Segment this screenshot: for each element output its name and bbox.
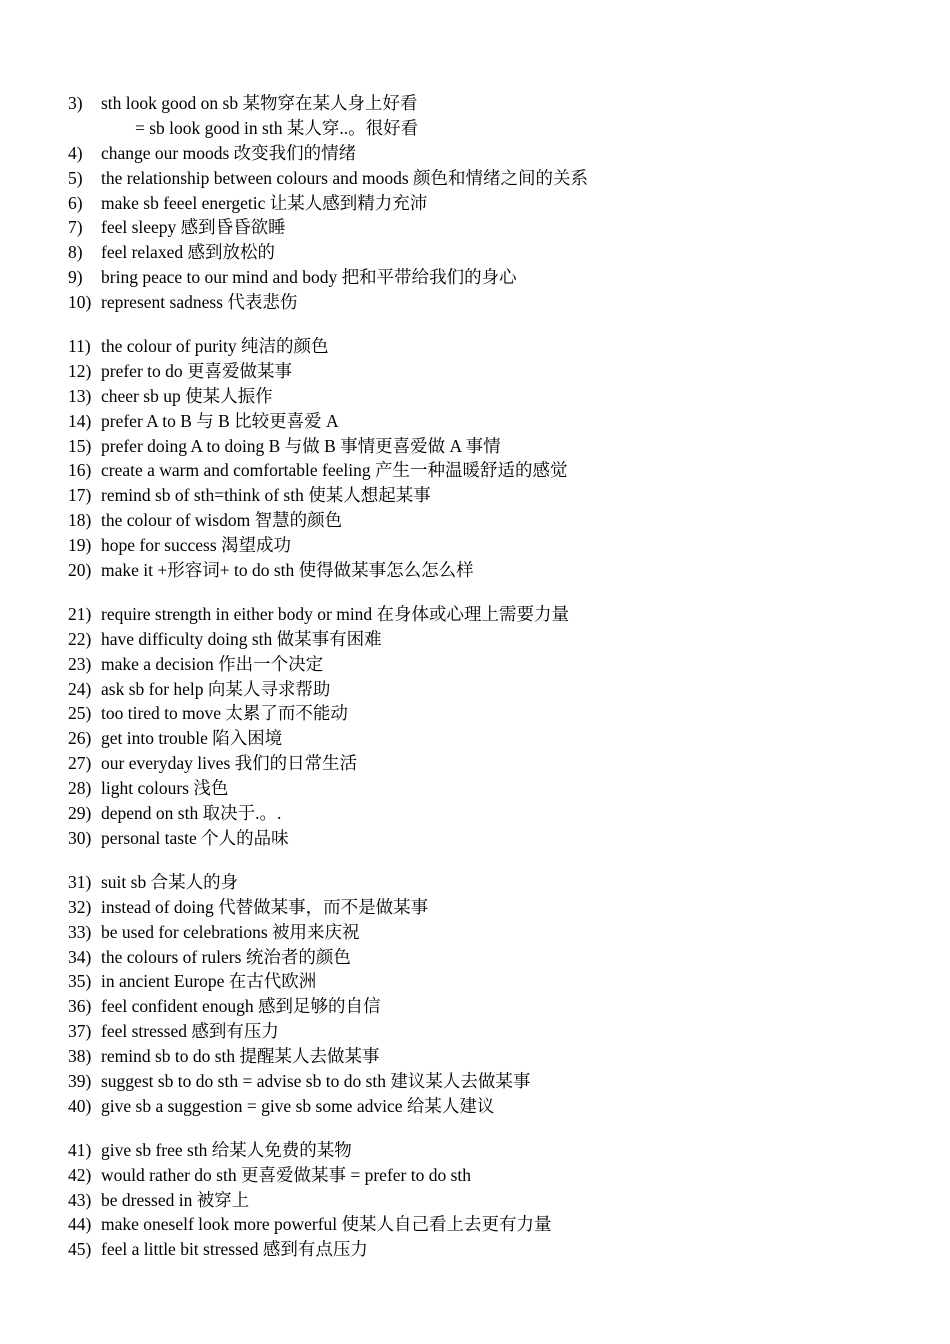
item-text: represent sadness 代表悲伤 (101, 292, 298, 313)
item-number: 39) (68, 1070, 92, 1091)
item-number: 7) (68, 217, 83, 238)
phrase-group (0, 334, 950, 583)
item-number: 6) (68, 192, 83, 213)
list-item (0, 726, 950, 751)
item-text: prefer to do 更喜爱做某事 (101, 360, 293, 381)
item-number: 18) (68, 510, 92, 531)
item-number: 34) (68, 946, 92, 967)
phrase-list (0, 91, 950, 1281)
list-item (0, 265, 950, 290)
item-number: 29) (68, 803, 92, 824)
list-item (0, 701, 950, 726)
item-text: be used for celebrations 被用来庆祝 (101, 921, 360, 942)
list-item (0, 141, 950, 166)
item-number: 17) (68, 485, 92, 506)
item-text: light colours 浅色 (101, 778, 229, 799)
item-number: 14) (68, 410, 92, 431)
item-number: 44) (68, 1214, 92, 1235)
item-text: personal taste 个人的品味 (101, 827, 289, 848)
item-text: make oneself look more powerful 使某人自己看上去更有力量 (101, 1214, 552, 1235)
item-number: 28) (68, 778, 92, 799)
item-number: 23) (68, 653, 92, 674)
item-number: 19) (68, 535, 92, 556)
item-text: change our moods 改变我们的情绪 (101, 142, 357, 163)
item-text: feel a little bit stressed 感到有点压力 (101, 1239, 368, 1260)
phrase-group (0, 1138, 950, 1262)
item-number: 3) (68, 93, 83, 113)
item-number: 42) (68, 1164, 92, 1185)
item-number: 10) (68, 292, 92, 313)
item-number: 35) (68, 971, 92, 992)
item-number: 30) (68, 827, 92, 848)
item-number: 27) (68, 753, 92, 774)
list-item (0, 870, 950, 895)
list-item (0, 166, 950, 191)
item-text: feel confident enough 感到足够的自信 (101, 996, 381, 1017)
item-number: 24) (68, 678, 92, 699)
list-item (0, 91, 950, 116)
item-number: 20) (68, 560, 92, 581)
item-text: prefer A to B 与 B 比较更喜爱 A (101, 410, 339, 431)
item-number: 43) (68, 1189, 92, 1210)
item-text: be dressed in 被穿上 (101, 1189, 250, 1210)
item-text: the colours of rulers 统治者的颜色 (101, 946, 351, 967)
item-number: 21) (68, 603, 92, 624)
item-number: 16) (68, 460, 92, 481)
item-number: 11) (68, 336, 91, 357)
item-text: suggest sb to do sth = advise sb to do sth 建议某人去做某事 (101, 1070, 531, 1091)
list-item (0, 508, 950, 533)
item-text: hope for success 渴望成功 (101, 535, 292, 556)
item-number: 33) (68, 921, 92, 942)
item-text: remind sb to do sth 提醒某人去做某事 (101, 1046, 380, 1067)
item-text: in ancient Europe 在古代欧洲 (101, 971, 317, 992)
list-item (0, 334, 950, 359)
item-text: too tired to move 太累了而不能动 (101, 703, 348, 724)
item-text: have difficulty doing sth 做某事有困难 (101, 628, 382, 649)
item-text: make a decision 作出一个决定 (101, 653, 324, 674)
item-number: 40) (68, 1095, 92, 1116)
item-number: 45) (68, 1239, 92, 1260)
list-item (0, 409, 950, 434)
item-text: make it +形容词+ to do sth 使得做某事怎么怎么样 (101, 560, 474, 581)
item-text: feel sleepy 感到昏昏欲睡 (101, 217, 286, 238)
list-item (0, 384, 950, 409)
list-item (0, 602, 950, 627)
item-number: 12) (68, 360, 92, 381)
list-item (0, 969, 950, 994)
list-item (0, 558, 950, 583)
item-number: 36) (68, 996, 92, 1017)
list-item (0, 533, 950, 558)
list-item (0, 1019, 950, 1044)
list-item (0, 240, 950, 265)
item-text: bring peace to our mind and body 把和平带给我们的身心 (101, 267, 517, 288)
list-item (0, 483, 950, 508)
list-item (0, 994, 950, 1019)
phrase-group (0, 602, 950, 851)
list-item (0, 1163, 950, 1188)
item-text: prefer doing A to doing B 与做 B 事情更喜爱做 A 事情 (101, 435, 501, 456)
item-number: 26) (68, 728, 92, 749)
list-item (0, 895, 950, 920)
item-number: 41) (68, 1139, 92, 1160)
list-item (0, 1094, 950, 1119)
item-text: depend on sth 取决于.。. (101, 803, 282, 824)
item-text: require strength in either body or mind 在身体或心理上需要力量 (101, 603, 570, 624)
item-text: feel stressed 感到有压力 (101, 1021, 279, 1042)
item-text: create a warm and comfortable feeling 产生一种温暖舒适的感觉 (101, 460, 568, 481)
list-item (0, 1212, 950, 1237)
list-item (0, 191, 950, 216)
item-text: the colour of purity 纯洁的颜色 (101, 336, 329, 357)
list-item (0, 1188, 950, 1213)
item-text: give sb a suggestion = give sb some advice 给某人建议 (101, 1095, 495, 1116)
item-text: instead of doing 代替做某事，而不是做某事 (101, 896, 429, 917)
list-item (0, 1069, 950, 1094)
list-item (0, 920, 950, 945)
list-item (0, 434, 950, 459)
item-number: 32) (68, 896, 92, 917)
item-text: give sb free sth 给某人免费的某物 (101, 1139, 352, 1160)
item-number: 4) (68, 142, 83, 163)
item-text: get into trouble 陷入困境 (101, 728, 283, 749)
item-text: our everyday lives 我们的日常生活 (101, 753, 358, 774)
list-item (0, 215, 950, 240)
phrase-group (0, 870, 950, 1119)
list-item (0, 945, 950, 970)
item-number: 25) (68, 703, 92, 724)
item-text: remind sb of sth=think of sth 使某人想起某事 (101, 485, 431, 506)
item-number: 13) (68, 385, 92, 406)
item-number: 38) (68, 1046, 92, 1067)
list-item (0, 1044, 950, 1069)
item-text: feel relaxed 感到放松的 (101, 242, 275, 263)
list-item (0, 1138, 950, 1163)
list-item (0, 677, 950, 702)
item-text: = sb look good in sth 某人穿..。很好看 (135, 117, 419, 138)
list-item-continuation (0, 116, 950, 141)
item-text: the colour of wisdom 智慧的颜色 (101, 510, 343, 531)
item-text: ask sb for help 向某人寻求帮助 (101, 678, 331, 699)
list-item (0, 1237, 950, 1262)
list-item (0, 627, 950, 652)
list-item (0, 751, 950, 776)
item-number: 37) (68, 1021, 92, 1042)
item-number: 9) (68, 267, 83, 288)
list-item (0, 826, 950, 851)
item-number: 15) (68, 435, 92, 456)
item-text: make sb feeel energetic 让某人感到精力充沛 (101, 192, 428, 213)
item-text: suit sb 合某人的身 (101, 871, 239, 892)
list-item (0, 290, 950, 315)
list-item (0, 359, 950, 384)
item-text: would rather do sth 更喜爱做某事 = prefer to do sth (101, 1164, 472, 1185)
item-text: the relationship between colours and moods 颜色和情绪之间的关系 (101, 167, 589, 188)
item-number: 8) (68, 242, 83, 263)
item-number: 22) (68, 628, 92, 649)
item-number: 31) (68, 871, 92, 892)
list-item (0, 801, 950, 826)
list-item (0, 776, 950, 801)
list-item (0, 458, 950, 483)
list-item (0, 652, 950, 677)
item-text: cheer sb up 使某人振作 (101, 385, 273, 406)
item-number: 5) (68, 167, 83, 188)
item-text: sth look good on sb 某物穿在某人身上好看 (101, 93, 418, 113)
phrase-group (0, 91, 950, 315)
